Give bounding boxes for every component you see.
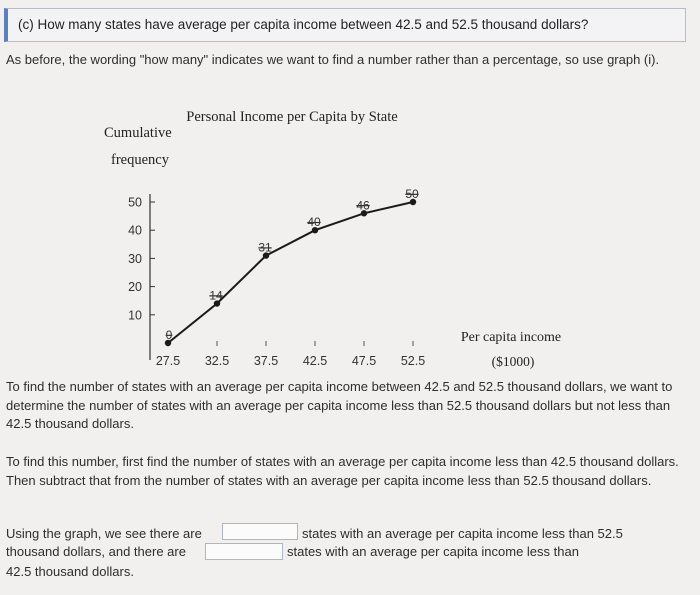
data-point-label: 46	[356, 198, 370, 213]
x-tick-label: 47.5	[351, 354, 377, 368]
x-tick-label: 27.5	[155, 354, 181, 368]
x-axis-label-line1: Per capita income	[460, 330, 562, 345]
y-axis-label-line2: frequency	[111, 152, 169, 168]
answer-line-3: 42.5 thousand dollars.	[6, 564, 134, 579]
y-tick-label: 40	[128, 223, 142, 238]
explanation-paragraph-2: To find this number, first find the number of states with an average per capita income less than 42.5 thousand dollars. Then subtract that from the number of states with an average per capita income less than 52.5 thousand dollars.	[6, 454, 679, 488]
y-axis-label-line1: Cumulative	[104, 125, 172, 141]
x-axis-label-line2: ($1000)	[491, 354, 535, 369]
data-point-label: 14	[209, 288, 223, 303]
chart-title: Personal Income per Capita by State	[186, 109, 398, 125]
y-tick-label: 30	[128, 251, 142, 266]
explanation-paragraph-1: To find the number of states with an average per capita income between 42.5 and 52.5 thousand dollars, we want to determine the number of states with an average per capita income less than 52.5 thousand dollars but not less than 42.5 thousand dollars.	[6, 379, 673, 431]
x-tick-label: 42.5	[302, 354, 328, 368]
answer-input-2[interactable]	[205, 543, 283, 560]
x-tick-label: 32.5	[204, 354, 230, 368]
x-tick-label: 37.5	[253, 354, 279, 368]
data-point-label: 31	[258, 240, 272, 255]
data-points	[165, 187, 419, 346]
answer-input-1[interactable]	[222, 523, 298, 540]
answer-prefix-1: Using the graph, we see there are	[6, 526, 202, 541]
cumulative-frequency-chart	[0, 95, 700, 375]
question-text: (c) How many states have average per capita income between 42.5 and 52.5 thousand dollars?	[18, 17, 589, 32]
cumulative-frequency-line	[165, 202, 413, 343]
x-tick-label: 52.5	[400, 354, 426, 368]
data-point-label: 40	[307, 215, 321, 230]
answer-suffix-2: states with an average per capita income less than	[287, 544, 579, 559]
intro-paragraph: As before, the wording "how many" indicates we want to find a number rather than a percentage, so use graph (i).	[6, 52, 660, 67]
y-ticks	[128, 196, 155, 323]
x-ticks	[156, 341, 425, 368]
y-tick-label: 50	[128, 195, 142, 210]
y-tick-label: 20	[128, 280, 142, 295]
answer-suffix-1: states with an average per capita income less than 52.5	[302, 526, 623, 541]
question-prompt	[4, 8, 686, 42]
data-point-label: 50	[405, 187, 419, 201]
y-tick-label: 10	[128, 308, 142, 323]
data-point-label: 0	[165, 328, 173, 342]
answer-prefix-2: thousand dollars, and there are	[6, 544, 186, 559]
